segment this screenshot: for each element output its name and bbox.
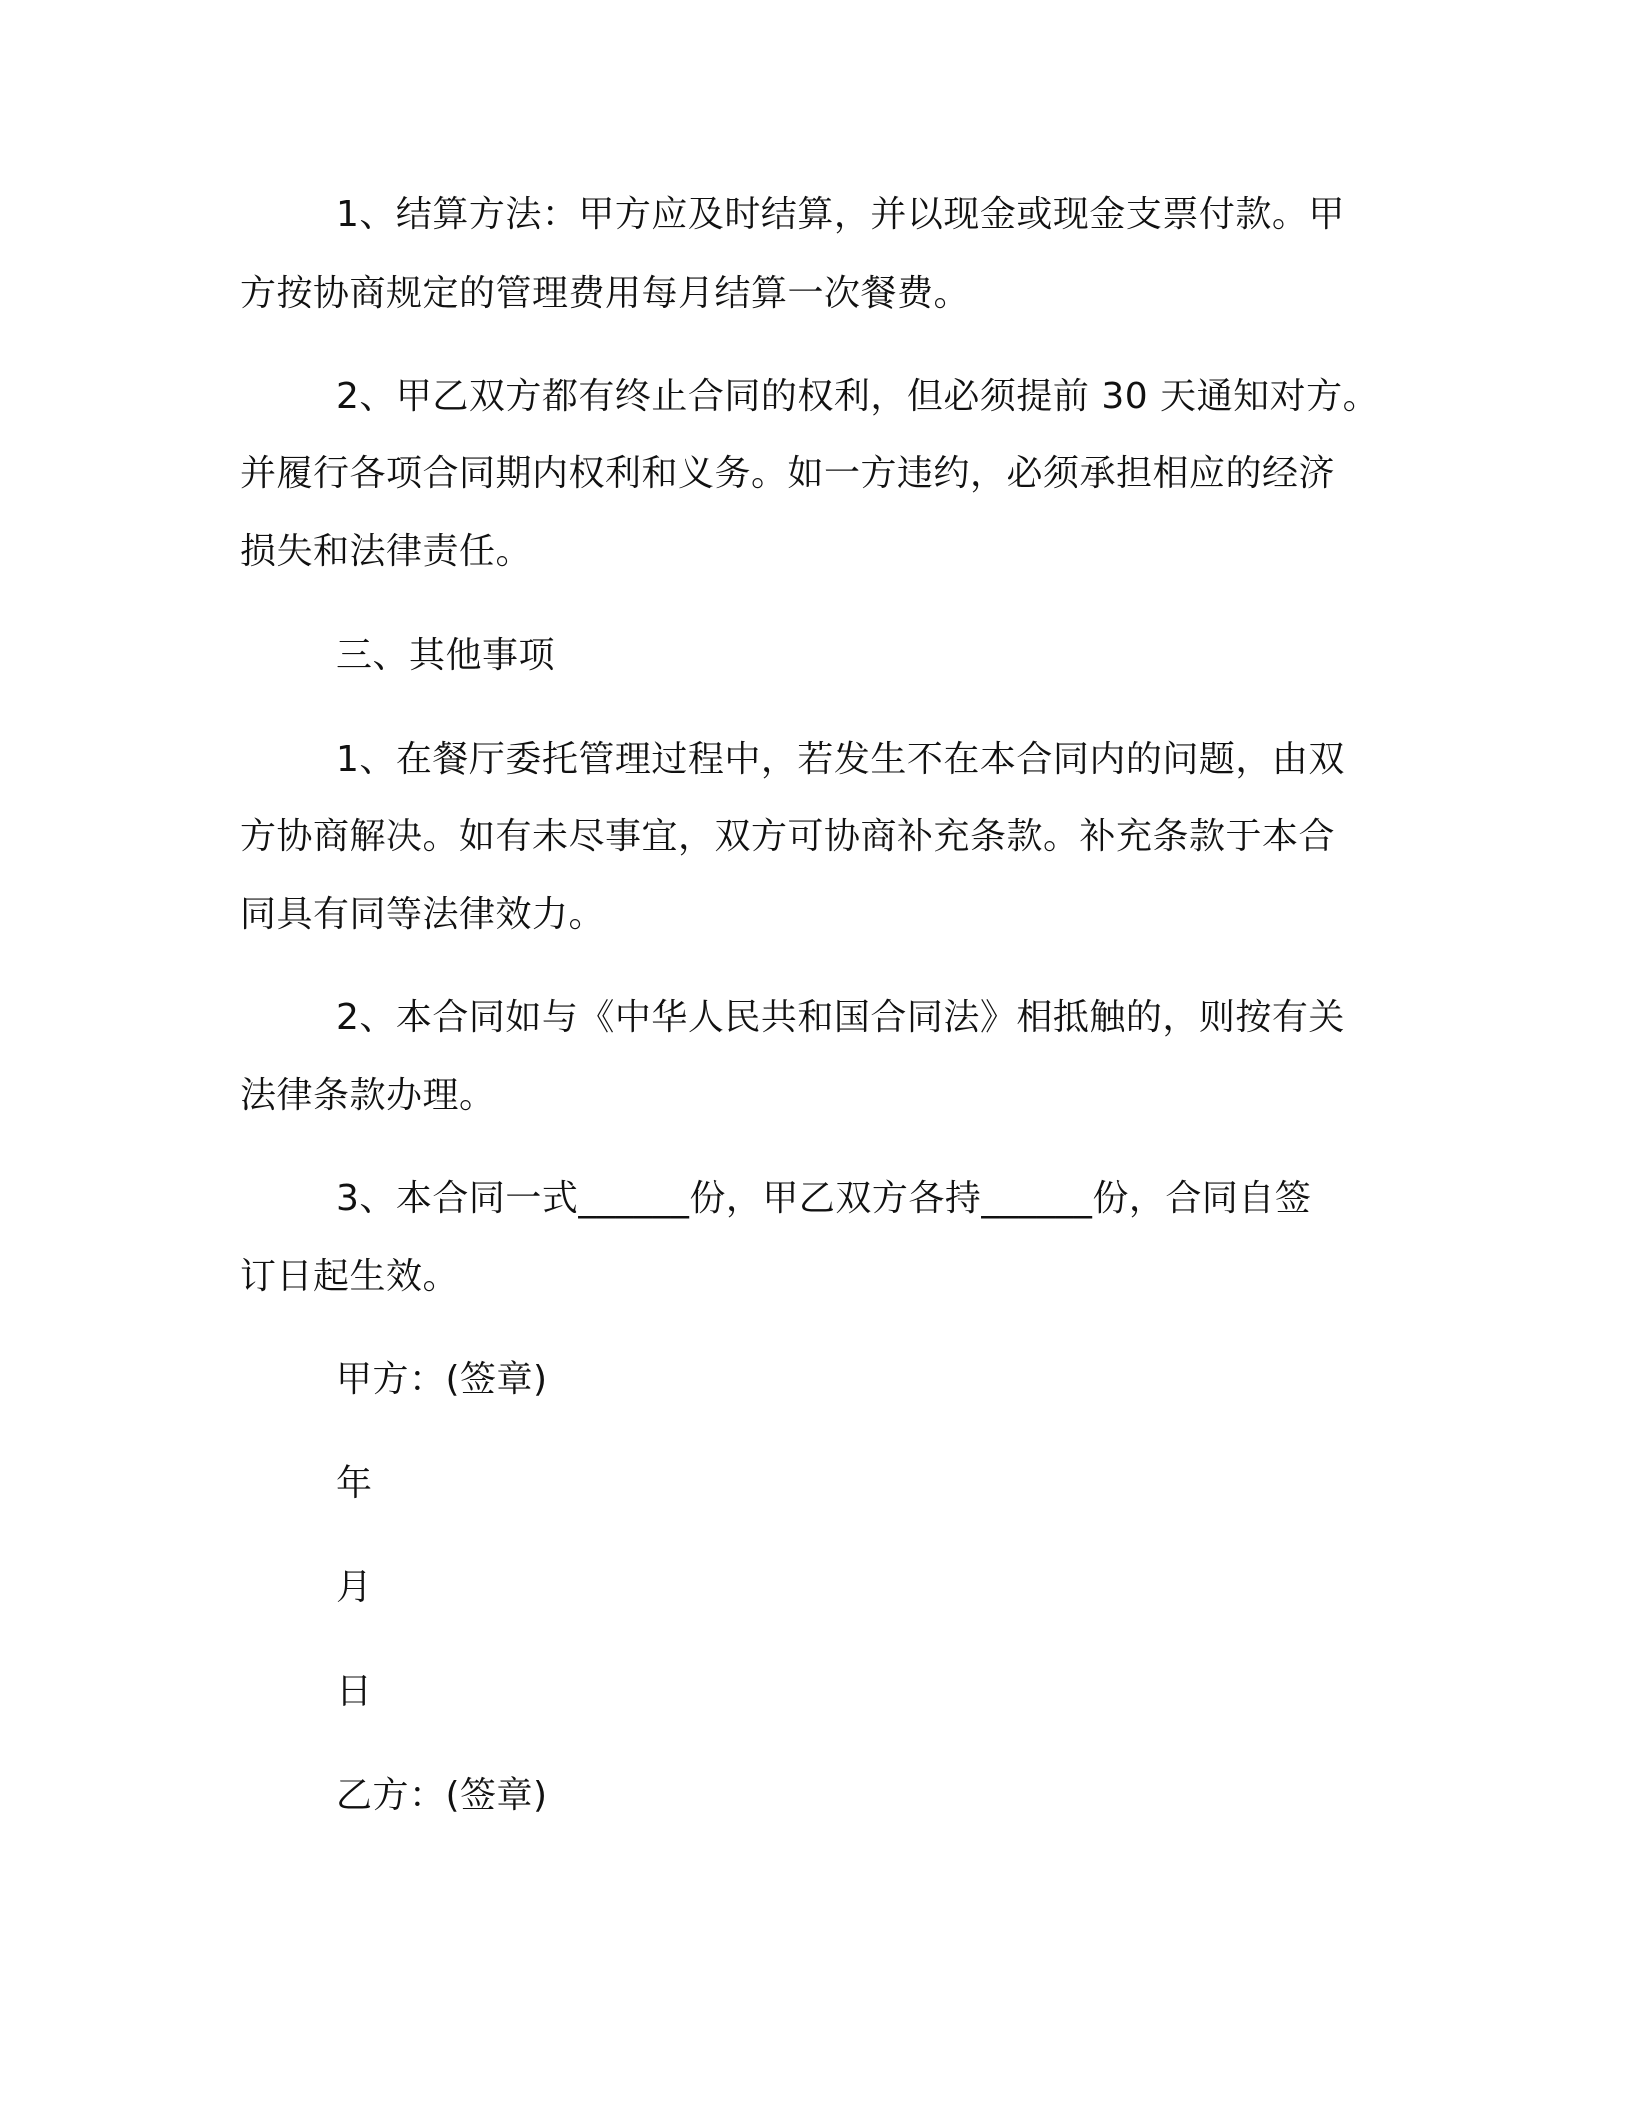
termination-line-2: 并履行各项合同期内权利和义务。如一方违约，必须承担相应的经济	[240, 453, 1336, 494]
other-1-line-1: 1、在餐厅委托管理过程中，若发生不在本合同内的问题，由双	[336, 739, 1345, 780]
signature-month: 月	[336, 1567, 373, 1608]
settlement-line-2: 方按协商规定的管理费用每月结算一次餐费。	[240, 273, 971, 314]
section-three-heading: 三、其他事项	[336, 635, 556, 676]
settlement-line-1: 1、结算方法：甲方应及时结算，并以现金或现金支票付款。甲	[336, 194, 1345, 235]
signature-party-b: 乙方：(签章)	[336, 1775, 548, 1816]
termination-line-3: 损失和法律责任。	[240, 531, 533, 572]
other-2-line-1: 2、本合同如与《中华人民共和国合同法》相抵触的，则按有关	[336, 997, 1345, 1038]
other-1-line-2: 方协商解决。如有未尽事宜，双方可协商补充条款。补充条款于本合	[240, 816, 1336, 857]
other-3-line-1: 3、本合同一式______份，甲乙双方各持______份，合同自签	[336, 1178, 1312, 1219]
other-1-line-3: 同具有同等法律效力。	[240, 894, 606, 935]
other-2-line-2: 法律条款办理。	[240, 1075, 496, 1116]
signature-year: 年	[336, 1463, 373, 1504]
other-3-line-2: 订日起生效。	[240, 1256, 460, 1297]
termination-line-1: 2、甲乙双方都有终止合同的权利，但必须提前 30 天通知对方。	[336, 376, 1380, 417]
signature-party-a: 甲方：(签章)	[336, 1359, 548, 1400]
signature-day: 日	[336, 1671, 373, 1712]
